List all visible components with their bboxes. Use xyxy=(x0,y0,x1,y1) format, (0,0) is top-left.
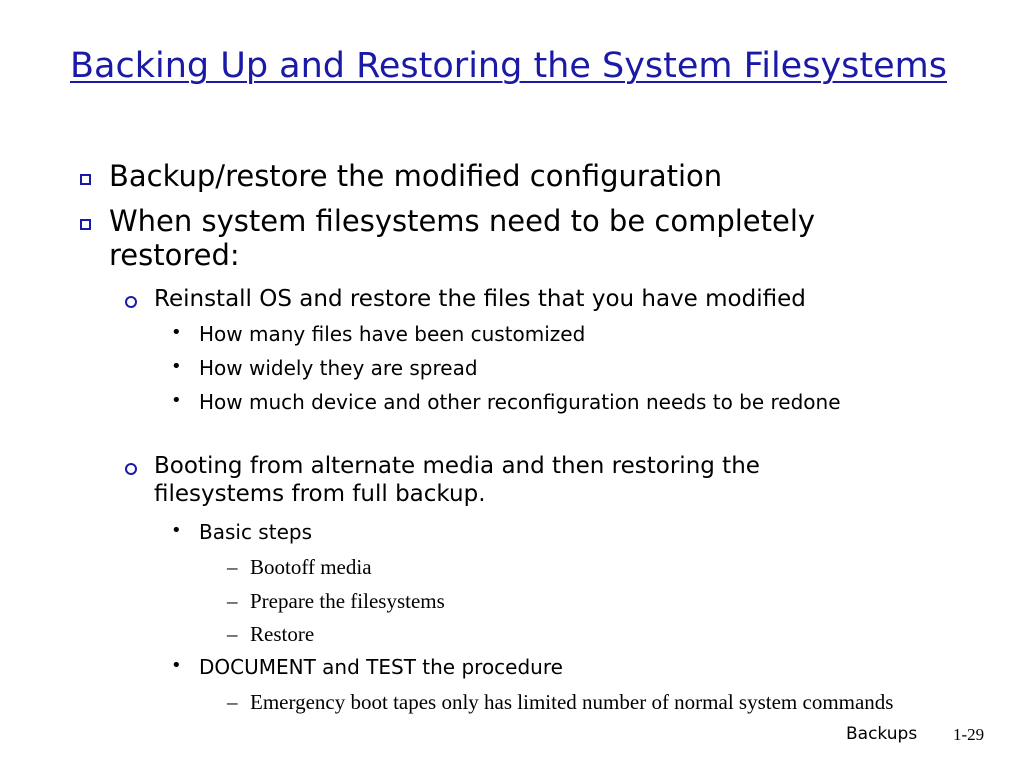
bullet-document-test: DOCUMENT and TEST the procedure xyxy=(199,655,563,679)
dash-bullet-icon: – xyxy=(227,589,238,613)
bullet-system-restore: When system filesystems need to be completely restored: xyxy=(109,204,816,272)
bullet-files-spread: How widely they are spread xyxy=(199,356,478,380)
step-restore: Restore xyxy=(250,622,315,646)
bullet-basic-steps: Basic steps xyxy=(199,520,312,544)
step-prepare-filesystems: Prepare the filesystems xyxy=(250,589,445,613)
step-bootoff-media: Bootoff media xyxy=(250,555,372,579)
dot-bullet-icon: • xyxy=(171,655,182,676)
dot-bullet-icon: • xyxy=(171,356,182,377)
dash-bullet-icon: – xyxy=(227,622,238,646)
footer-label: Backups xyxy=(846,724,918,744)
ring-bullet-icon xyxy=(125,460,137,479)
dot-bullet-icon: • xyxy=(171,322,182,343)
dot-bullet-icon: • xyxy=(171,390,182,411)
bullet-backup-restore: Backup/restore the modified configuration xyxy=(109,159,723,193)
slide-title: Backing Up and Restoring the System Filesystems xyxy=(70,46,947,86)
dot-bullet-icon: • xyxy=(171,520,182,541)
page-number: 1-29 xyxy=(953,725,985,744)
bullet-reinstall-os: Reinstall OS and restore the files that you have modified xyxy=(154,286,806,312)
bullet-files-customized: How many files have been customized xyxy=(199,322,586,346)
note-emergency-boot-tapes: Emergency boot tapes only has limited number of normal system commands xyxy=(250,690,894,714)
bullet-booting-alternate: Booting from alternate media and then restoring the filesystems from full backup. xyxy=(154,453,760,507)
ring-bullet-icon xyxy=(125,293,137,312)
square-bullet-icon xyxy=(80,170,91,189)
bullet-reconfiguration: How much device and other reconfiguration needs to be redone xyxy=(199,390,841,414)
square-bullet-icon xyxy=(80,215,91,234)
dash-bullet-icon: – xyxy=(227,690,238,714)
dash-bullet-icon: – xyxy=(227,555,238,579)
